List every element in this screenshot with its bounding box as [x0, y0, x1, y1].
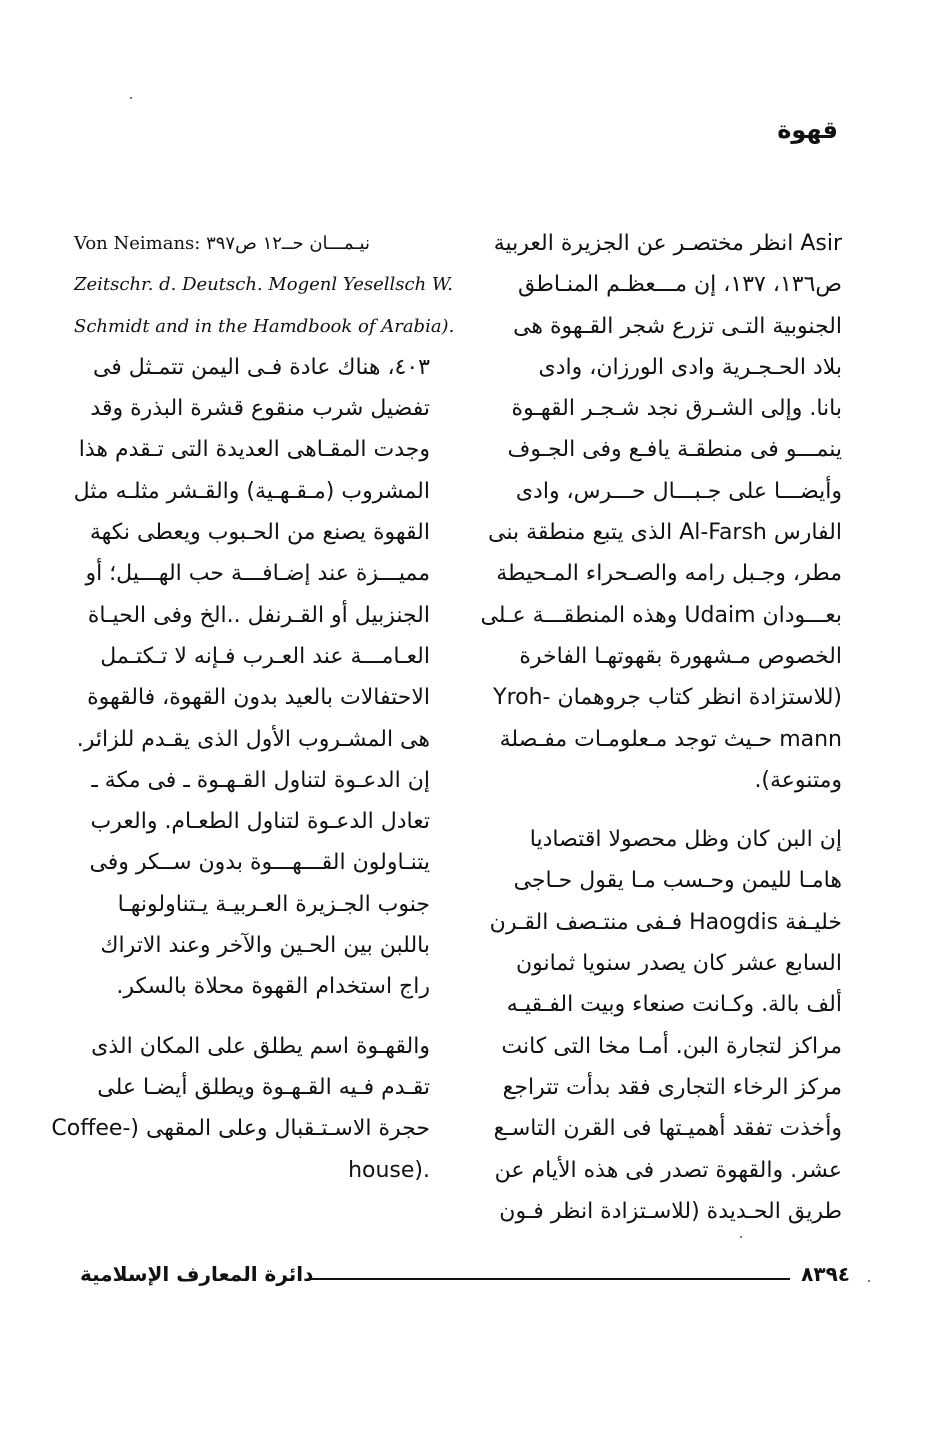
page-footer [80, 1262, 850, 1292]
text-line: راج استخدام القهوة محلاة بالسكر. [116, 974, 430, 1000]
text-line: ألف بالة. وكـانت صنعاء وبيت الفـقيـه [506, 992, 842, 1018]
text-line: والقهـوة اسم يطلق على المكان الذى [91, 1033, 430, 1059]
text-line: مركز الرخاء التجارى فقد بدأت تتراجع [502, 1074, 842, 1100]
publication-title: دائرة المعارف الإسلامية [80, 1262, 314, 1286]
scan-speck [868, 1280, 870, 1282]
text-line: تفضيل شرب منقوع قشرة البذرة وقد [90, 396, 430, 422]
right-column [480, 223, 842, 1232]
text-line: الجنوبية التـى تزرع شجر القـهوة هى [513, 313, 842, 339]
page-number: ٨٣٩٤ [801, 1262, 850, 1286]
text-line: تعادل الدعـوة لتناول الطعـام. والعرب [90, 809, 430, 835]
text-line: ينمـــو فى منطقـة يافـع وفى الجـوف [507, 437, 842, 463]
left-column [51, 223, 455, 1191]
text-line: السابع عشر كان يصدر سنويا ثمانون [516, 951, 842, 977]
text-line: بانا. وإلى الشـرق نجد شـجـر القهـوة [511, 396, 842, 422]
text-line: وأخذت تفقد أهميـتها فى القرن التاسـع [493, 1116, 842, 1142]
text-line: خليـفة Haogdis فـفى منتـصف القـرن [489, 909, 842, 935]
text-line: هامـا لليمن وحـسب مـا يقول حـاجى [513, 868, 842, 894]
text-line: بلاد الحـجـرية وادى الورزان، وادى [538, 354, 842, 380]
paragraph-gap [486, 801, 842, 819]
text-line: إن البن كان وظل محصولا اقتصاديا [529, 827, 842, 853]
text-line: .(house [348, 1157, 430, 1183]
text-line: يتنـاولون القـــهـــوة بدون ســكر وفى [89, 850, 430, 876]
text-line: مراكز لتجارة البن. أمـا مخا التى كانت [501, 1033, 842, 1059]
reference-line: Zeitschr. d. Deutsch. Mogenl Yesellsch W. [74, 274, 453, 296]
text-line: القهوة يصنع من الحـبوب ويعطى نكهة [89, 520, 430, 546]
text-line: مميـــزة عند إضـافـــة حب الهـــيل؛ أو [85, 561, 430, 587]
text-line: هى المشـروب الأول الذى يقـدم للزائر. [76, 726, 430, 752]
footer-rule [310, 1278, 790, 1280]
text-line: Asir انظر مختصـر عن الجزيرة العربية [493, 231, 842, 256]
page-header-title: قهوة [777, 116, 838, 144]
text-line: الفارس Al-Farsh الذى يتبع منطقة بنى [488, 520, 842, 546]
text-line: تقـدم فـيه القـهـوة ويطلق أيضـا على [97, 1074, 430, 1100]
text-line: وجدت المقـاهى العديدة التى تـقدم هذا [78, 437, 430, 463]
text-line: الخصوص مـشهورة بقهوتهـا الفاخرة [519, 643, 842, 669]
text-line: ص١٣٦، ١٣٧، إن مـــعظـم المنـاطق [517, 272, 842, 298]
text-line: مطر، وجـبل رامه والصـحراء المـحيطة [496, 561, 842, 587]
reference-line: Schmidt and in the Hamdbook of Arabia). [74, 315, 455, 337]
text-line: mann حـيث توجد مـعلومـات مفـصلة [499, 726, 842, 752]
reference-line: Von Neimans: نيـمـــان حــ١٢ ص٣٩٧ [74, 233, 370, 254]
text-line: ومتنوعة). [754, 767, 842, 793]
text-line: حجرة الاسـتـقبال وعلى المقهى (-Coffee [51, 1116, 430, 1142]
text-line: الاحتفالات بالعيد بدون القهوة، فالقهوة [87, 685, 430, 711]
text-line: المشروب (مـقـهـية) والقـشر مثلـه مثل [73, 478, 430, 504]
scan-speck [740, 1236, 742, 1238]
paragraph-gap [74, 1008, 430, 1026]
scan-speck [130, 97, 132, 99]
text-line: بعـــودان Udaim وهذه المنطقـــة عـلى [480, 602, 842, 628]
text-line: طريق الحـديدة (للاسـتزادة انظر فـون [499, 1198, 842, 1224]
text-line: ٤٠٣، هناك عادة فـى اليمن تتمـثل فى [92, 354, 430, 380]
text-line: باللبن بين الحـين والآخر وعند الاتراك [100, 933, 430, 959]
text-line: جنوب الجـزيرة العـربيـة يـتناولونهـا [117, 891, 430, 917]
text-line: العـامـــة عند العـرب فـإنه لا تـكتـمل [100, 643, 430, 669]
text-line: الجنزبيل أو القـرنفل ..الخ وفى الحيـاة [87, 602, 430, 628]
text-line: (للاستزادة انظر كتاب جروهمان -Yroh [493, 685, 842, 711]
text-line: وأيضـــا على جـبـــال حـــرس، وادى [515, 478, 842, 504]
text-line: عشر. والقهوة تصدر فى هذه الأيام عن [494, 1157, 842, 1183]
text-line: إن الدعـوة لتناول القـهـوة ـ فى مكة ـ [91, 767, 430, 793]
